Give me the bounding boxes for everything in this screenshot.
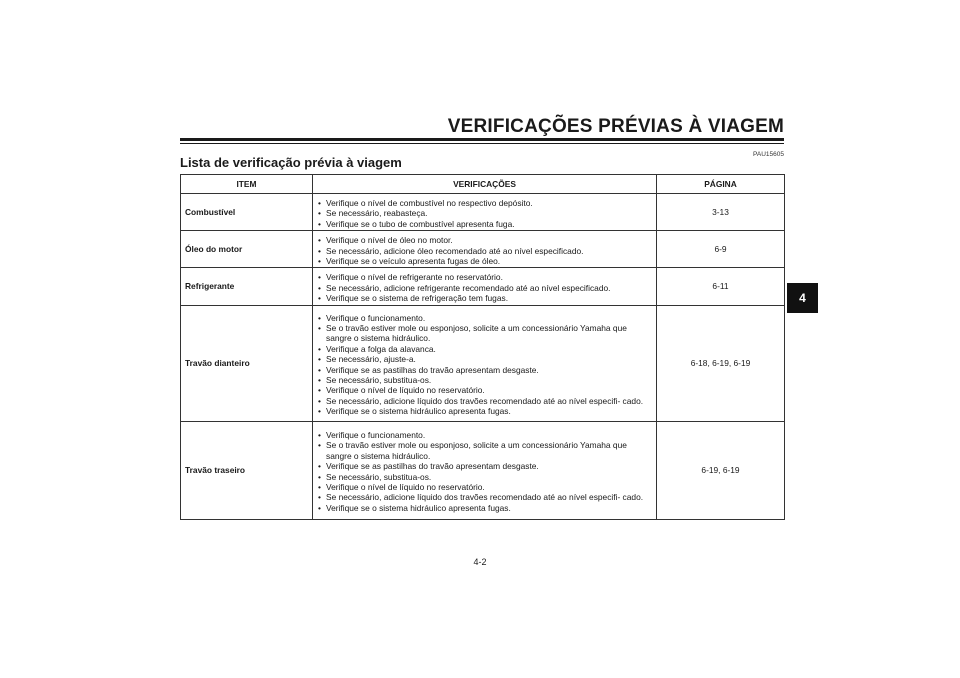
- page-reference: 6-9: [657, 231, 785, 268]
- page-title: VERIFICAÇÕES PRÉVIAS À VIAGEM: [447, 116, 784, 137]
- check-item: • Se necessário, substitua-os.: [318, 472, 652, 482]
- check-item: • Verifique se as pastilhas do travão apresentam desgaste.: [318, 365, 652, 375]
- header-rule-thin: [180, 143, 784, 144]
- check-item: • Se necessário, adicione líquido dos travões recomendado até ao nível especifi- cado.: [318, 492, 652, 502]
- check-item: • Verifique o nível de refrigerante no reservatório.: [318, 272, 652, 282]
- page-number: 4-2: [473, 557, 487, 567]
- page-reference: 6-11: [657, 268, 785, 305]
- check-list: [318, 198, 652, 229]
- check-item: • Verifique o funcionamento.: [318, 313, 652, 323]
- check-list: [318, 272, 652, 303]
- check-list: [318, 430, 652, 513]
- table-row: [181, 421, 785, 519]
- check-item: • Verifique se o tubo de combustível apresenta fuga.: [318, 219, 652, 229]
- check-item: • Verifique o nível de líquido no reservatório.: [318, 385, 652, 395]
- table-header-row: [181, 175, 785, 194]
- item-name: Travão dianteiro: [181, 305, 313, 421]
- check-item: • Se o travão estiver mole ou esponjoso, solicite a um concessionário Yamaha que sangre o sistema hidráulico.: [318, 323, 652, 344]
- column-header-page: PÁGINA: [657, 175, 785, 194]
- table-row: [181, 305, 785, 421]
- table-row: [181, 231, 785, 268]
- item-name: Combustível: [181, 194, 313, 231]
- check-item: • Se necessário, adicione líquido dos travões recomendado até ao nível especifi- cado.: [318, 396, 652, 406]
- chapter-tab: 4: [787, 283, 818, 313]
- check-item: • Se necessário, ajuste-a.: [318, 354, 652, 364]
- check-item: • Verifique o funcionamento.: [318, 430, 652, 440]
- check-item: • Verifique o nível de combustível no respectivo depósito.: [318, 198, 652, 208]
- check-item: • Verifique se o sistema hidráulico apresenta fugas.: [318, 406, 652, 416]
- page-reference: 6-18, 6-19, 6-19: [657, 305, 785, 421]
- checks-cell: [313, 231, 657, 268]
- check-item: • Verifique o nível de líquido no reservatório.: [318, 482, 652, 492]
- check-list: [318, 235, 652, 266]
- check-item: • Se necessário, reabasteça.: [318, 208, 652, 218]
- table-body: [181, 194, 785, 520]
- check-list: [318, 313, 652, 417]
- check-item: • Se necessário, substitua-os.: [318, 375, 652, 385]
- checks-cell: [313, 268, 657, 305]
- check-item: • Verifique se o sistema de refrigeração tem fugas.: [318, 293, 652, 303]
- check-item: • Verifique se o sistema hidráulico apresenta fugas.: [318, 503, 652, 513]
- check-item: • Se o travão estiver mole ou esponjoso, solicite a um concessionário Yamaha que sangre o sistema hidráulico.: [318, 440, 652, 461]
- header-rule: [180, 138, 784, 141]
- page-reference: 6-19, 6-19: [657, 421, 785, 519]
- checks-cell: [313, 305, 657, 421]
- item-name: Óleo do motor: [181, 231, 313, 268]
- document-code: PAU15605: [753, 151, 784, 158]
- check-item: • Verifique se as pastilhas do travão apresentam desgaste.: [318, 461, 652, 471]
- check-item: • Verifique o nível de óleo no motor.: [318, 235, 652, 245]
- page-reference: 3-13: [657, 194, 785, 231]
- section-heading: Lista de verificação prévia à viagem: [180, 155, 402, 170]
- item-name: Refrigerante: [181, 268, 313, 305]
- item-name: Travão traseiro: [181, 421, 313, 519]
- column-header-checks: VERIFICAÇÕES: [313, 175, 657, 194]
- check-item: • Verifique se o veículo apresenta fugas de óleo.: [318, 256, 652, 266]
- checks-cell: [313, 194, 657, 231]
- pre-trip-checklist-table: [180, 174, 785, 520]
- table-row: [181, 268, 785, 305]
- check-item: • Se necessário, adicione óleo recomendado até ao nível especificado.: [318, 246, 652, 256]
- checks-cell: [313, 421, 657, 519]
- check-item: • Se necessário, adicione refrigerante recomendado até ao nível especificado.: [318, 283, 652, 293]
- table-row: [181, 194, 785, 231]
- column-header-item: ITEM: [181, 175, 313, 194]
- check-item: • Verifique a folga da alavanca.: [318, 344, 652, 354]
